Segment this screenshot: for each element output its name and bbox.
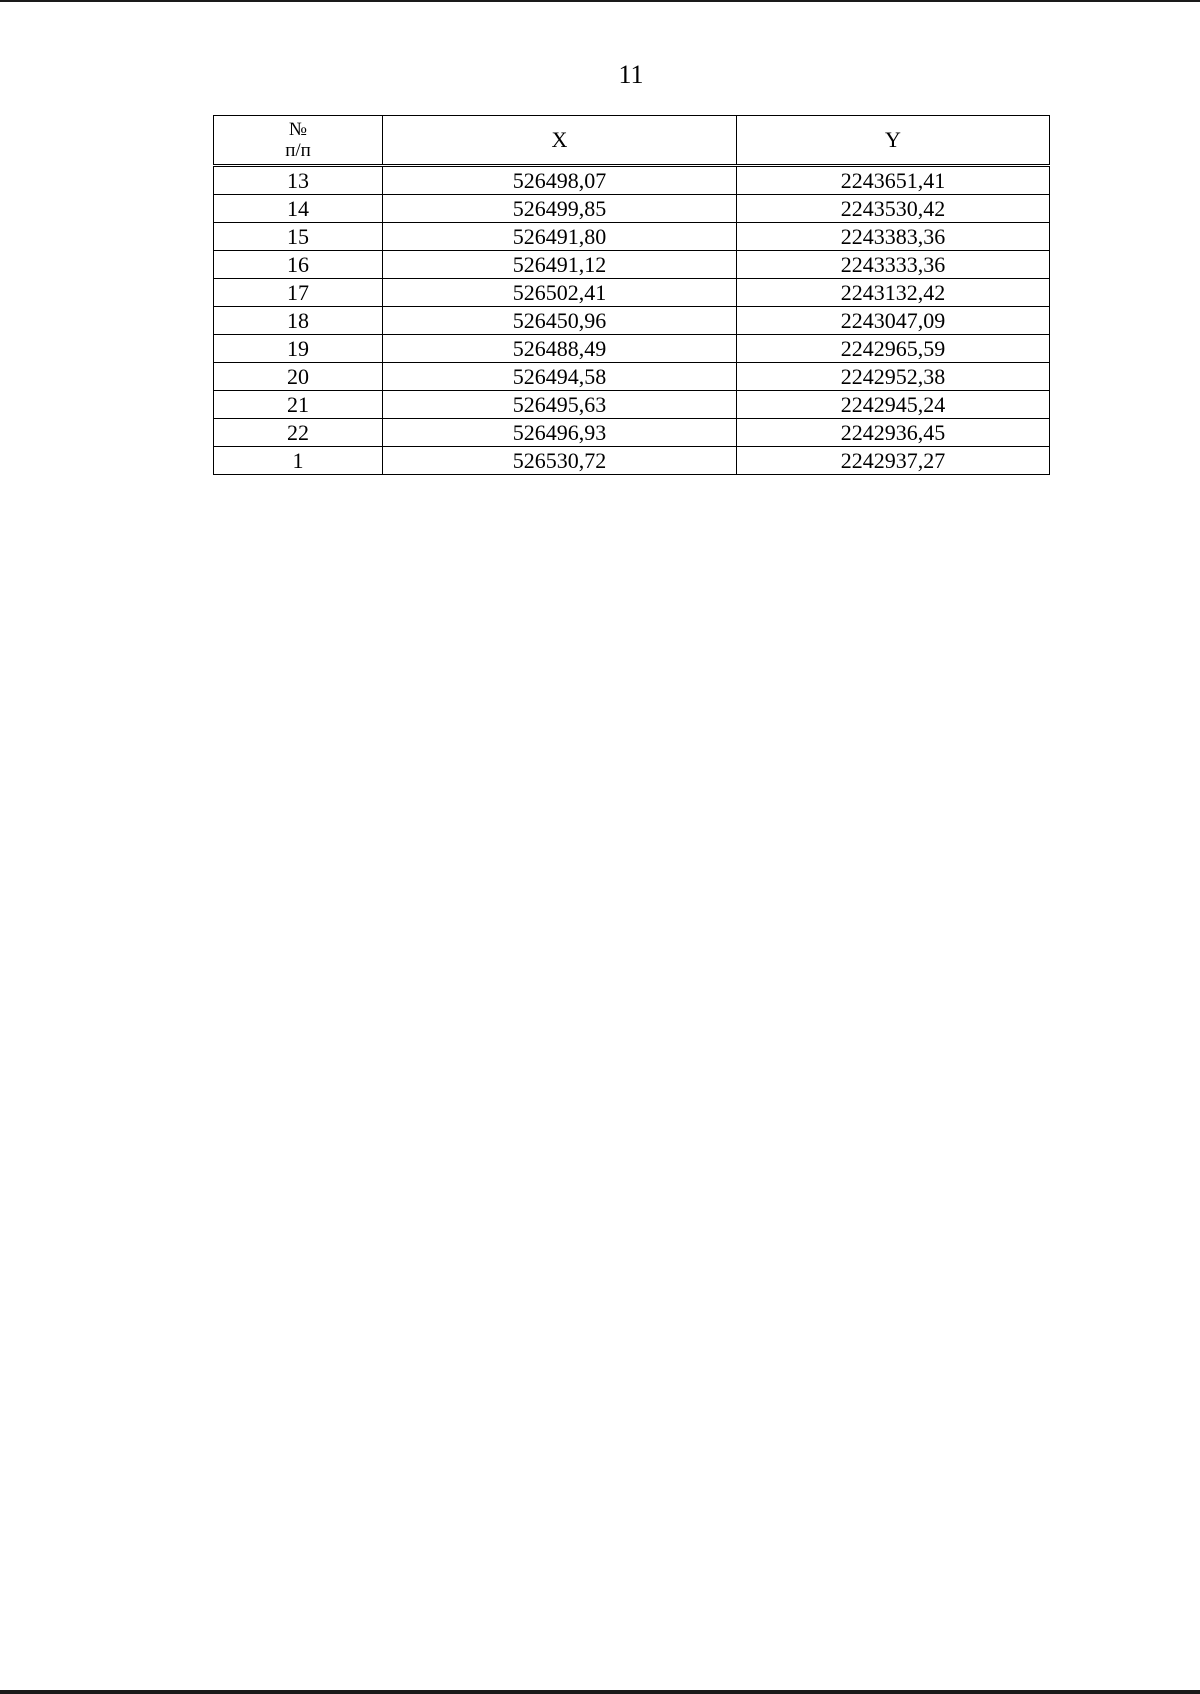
cell-x: 526496,93 bbox=[383, 419, 737, 447]
cell-y: 2242937,27 bbox=[737, 447, 1050, 475]
cell-x: 526502,41 bbox=[383, 279, 737, 307]
cell-y: 2242952,38 bbox=[737, 363, 1050, 391]
header-y: Y bbox=[737, 116, 1050, 166]
cell-number: 22 bbox=[214, 419, 383, 447]
cell-number: 20 bbox=[214, 363, 383, 391]
cell-y: 2242945,24 bbox=[737, 391, 1050, 419]
table-row bbox=[214, 251, 1050, 279]
header-number-abbr: п/п bbox=[285, 140, 311, 161]
cell-y: 2243651,41 bbox=[737, 166, 1050, 195]
cell-number: 21 bbox=[214, 391, 383, 419]
table-row bbox=[214, 363, 1050, 391]
table-row bbox=[214, 223, 1050, 251]
table-header-row bbox=[214, 116, 1050, 166]
cell-number: 14 bbox=[214, 195, 383, 223]
table-row bbox=[214, 447, 1050, 475]
cell-number: 1 bbox=[214, 447, 383, 475]
cell-x: 526491,80 bbox=[383, 223, 737, 251]
cell-x: 526494,58 bbox=[383, 363, 737, 391]
cell-number: 13 bbox=[214, 166, 383, 195]
cell-x: 526498,07 bbox=[383, 166, 737, 195]
cell-x: 526450,96 bbox=[383, 307, 737, 335]
cell-x: 526499,85 bbox=[383, 195, 737, 223]
scan-edge-top bbox=[0, 0, 1200, 2]
cell-y: 2242965,59 bbox=[737, 335, 1050, 363]
table-row bbox=[214, 307, 1050, 335]
header-x: X bbox=[383, 116, 737, 166]
cell-y: 2243132,42 bbox=[737, 279, 1050, 307]
page-number: 11 bbox=[618, 60, 644, 89]
cell-y: 2243530,42 bbox=[737, 195, 1050, 223]
cell-number: 15 bbox=[214, 223, 383, 251]
table-row bbox=[214, 335, 1050, 363]
cell-number: 16 bbox=[214, 251, 383, 279]
table-row bbox=[214, 391, 1050, 419]
cell-x: 526491,12 bbox=[383, 251, 737, 279]
cell-x: 526495,63 bbox=[383, 391, 737, 419]
coordinates-table bbox=[213, 115, 1050, 475]
cell-y: 2243047,09 bbox=[737, 307, 1050, 335]
table-row bbox=[214, 166, 1050, 195]
header-number bbox=[214, 116, 383, 166]
cell-number: 18 bbox=[214, 307, 383, 335]
cell-y: 2243383,36 bbox=[737, 223, 1050, 251]
cell-number: 19 bbox=[214, 335, 383, 363]
table-row bbox=[214, 279, 1050, 307]
cell-y: 2243333,36 bbox=[737, 251, 1050, 279]
cell-x: 526530,72 bbox=[383, 447, 737, 475]
cell-y: 2242936,45 bbox=[737, 419, 1050, 447]
table-row bbox=[214, 195, 1050, 223]
table-row bbox=[214, 419, 1050, 447]
header-number-symbol: № bbox=[288, 119, 308, 140]
cell-x: 526488,49 bbox=[383, 335, 737, 363]
cell-number: 17 bbox=[214, 279, 383, 307]
scan-edge-bottom bbox=[0, 1690, 1200, 1694]
